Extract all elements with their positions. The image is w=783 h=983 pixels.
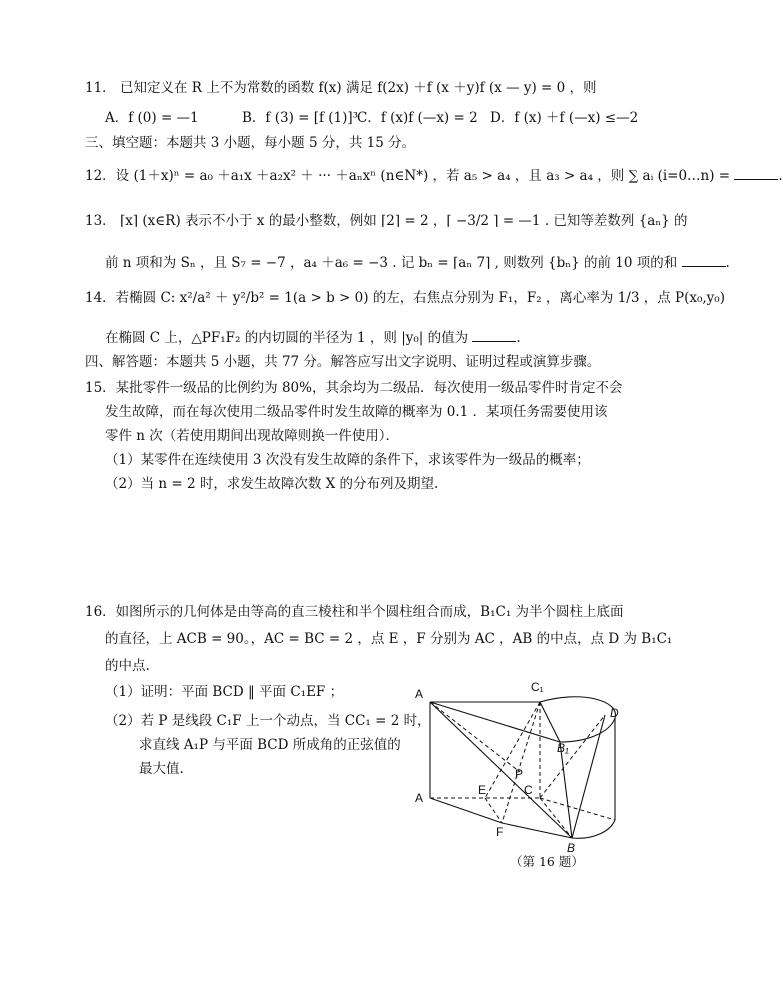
segment-d-b <box>572 715 605 838</box>
q12-end: . <box>778 168 783 184</box>
q13-end: . <box>725 255 730 271</box>
edge-c1-b1 <box>540 702 560 742</box>
edge-f-b <box>502 823 572 838</box>
q15-line2: 发生故障，而在每次使用二级品零件时发生故障的概率为 0.1 ．某项任务需要使用该 <box>105 404 608 420</box>
q16-part2b: 求直线 A₁P 与平面 BCD 所成角的正弦值的 <box>139 737 401 753</box>
section-3-heading: 三、填空题：本题共 3 小题，每小题 5 分，共 15 分。 <box>85 135 416 151</box>
dashed-e-f <box>485 798 502 823</box>
q11-option-d: D．f (x) ＋f (—x) ≤—2 <box>490 110 639 126</box>
figure-caption: （第 16 题） <box>510 854 584 869</box>
label-a1: A <box>415 687 424 701</box>
q13-answer-blank[interactable] <box>682 252 726 267</box>
q16-part2c: 最大值. <box>139 761 184 777</box>
label-f: F <box>496 825 504 839</box>
q11-stem: 11． 已知定义在 R 上不为常数的函数 f(x) 满足 f(2x) ＋f (x ＋y)f (x — y) = 0 ，则 <box>85 80 597 96</box>
section-4-heading: 四、解答题：本题共 5 小题，共 77 分。解答应写出文字说明、证明过程或演算步骤。 <box>85 354 601 370</box>
q15-part1: （1）某零件在连续使用 3 次没有发生故障的条件下，求该零件为一级品的概率； <box>105 452 590 468</box>
q14-line2-wrap <box>105 327 521 347</box>
q14-line2: 在椭圆 C 上，△PF₁F₂ 的内切圆的半径为 1 ，则 |y₀| 的值为 <box>105 330 469 346</box>
q13-line2: 前 n 项和为 Sₙ ，且 S₇ = −7 ，a₄ ＋a₆ = −3 . 记 bₙ = ⌈aₙ 7⌉ , 则数列 {bₙ} 的前 10 项的和 <box>105 255 678 271</box>
label-d: D <box>610 706 619 720</box>
dashed-c-d <box>540 715 605 798</box>
q15-line1: 15．某批零件一级品的比例约为 80%，其余均为二级品．每次使用一级品零件时肯定不会 <box>85 380 623 396</box>
q16-line1: 16．如图所示的几何体是由等高的直三棱柱和半个圆柱组合而成，B₁C₁ 为半个圆柱上底面 <box>85 604 624 620</box>
q14-line1: 14．若椭圆 C: x²/a² ＋ y²/b² = 1(a > b > 0) 的左，右焦点分别为 F₁，F₂ ，离心率为 1/3 ，点 P(x₀,y₀) <box>85 290 725 306</box>
geometry-figure <box>410 680 640 870</box>
q13-line2-wrap <box>105 252 730 272</box>
q15-line3: 零件 n 次（若使用期间出现故障则换一件使用）． <box>105 428 400 444</box>
q15-part2: （2）当 n = 2 时，求发生故障次数 X 的分布列及期望. <box>105 476 439 492</box>
q16-part2a: （2）若 P 是线段 C₁F 上一个动点，当 CC₁ = 2 时， <box>105 713 431 729</box>
label-e: E <box>478 783 487 797</box>
label-p: P <box>515 767 524 781</box>
label-a: A <box>415 791 424 805</box>
q16-part1: （1）证明：平面 BCD ‖ 平面 C₁EF ； <box>105 684 344 700</box>
q12-text <box>85 165 783 185</box>
label-c1: C₁ <box>531 680 544 694</box>
q11-option-b: B．f (3) = [f (1)]³ <box>242 110 359 126</box>
label-b: B <box>567 841 576 855</box>
q11-option-c: C．f (x)f (—x) = 2 <box>357 110 478 126</box>
q14-end: . <box>516 330 521 346</box>
label-b1: B₁ <box>557 741 569 755</box>
q13-line1: 13． ⌈x⌉ (x∈R) 表示不小于 x 的最小整数，例如 ⌈2⌉ = 2 ，⌈ −3/2 ⌉ = —1 . 已知等差数列 {aₙ} 的 <box>85 213 688 229</box>
edge-b1-b <box>560 742 572 838</box>
edge-a-f <box>430 798 502 823</box>
q16-line3: 的中点. <box>105 658 150 674</box>
dashed-a1-p <box>430 702 520 772</box>
edge-a1-b1 <box>430 702 560 742</box>
q12-answer-blank[interactable] <box>734 165 778 180</box>
q14-answer-blank[interactable] <box>472 327 516 342</box>
q12-body: 12．设 (1＋x)ⁿ = a₀ ＋a₁x ＋a₂x² ＋ ··· ＋aₙxⁿ (n∈N*) ，若 a₅ > a₄ ，且 a₃ > a₄ ，则 ∑ aᵢ (i=0…n) = <box>85 168 731 184</box>
label-c: C <box>524 783 533 797</box>
cylinder-bottom-arc <box>572 820 615 838</box>
q16-line2: 的直径，上 ACB = 90。，AC = BC = 2 ，点 E ，F 分别为 AC ，AB 的中点，点 D 为 B₁C₁ <box>105 631 673 647</box>
q11-option-a: A．f (0) = —1 <box>105 110 199 126</box>
